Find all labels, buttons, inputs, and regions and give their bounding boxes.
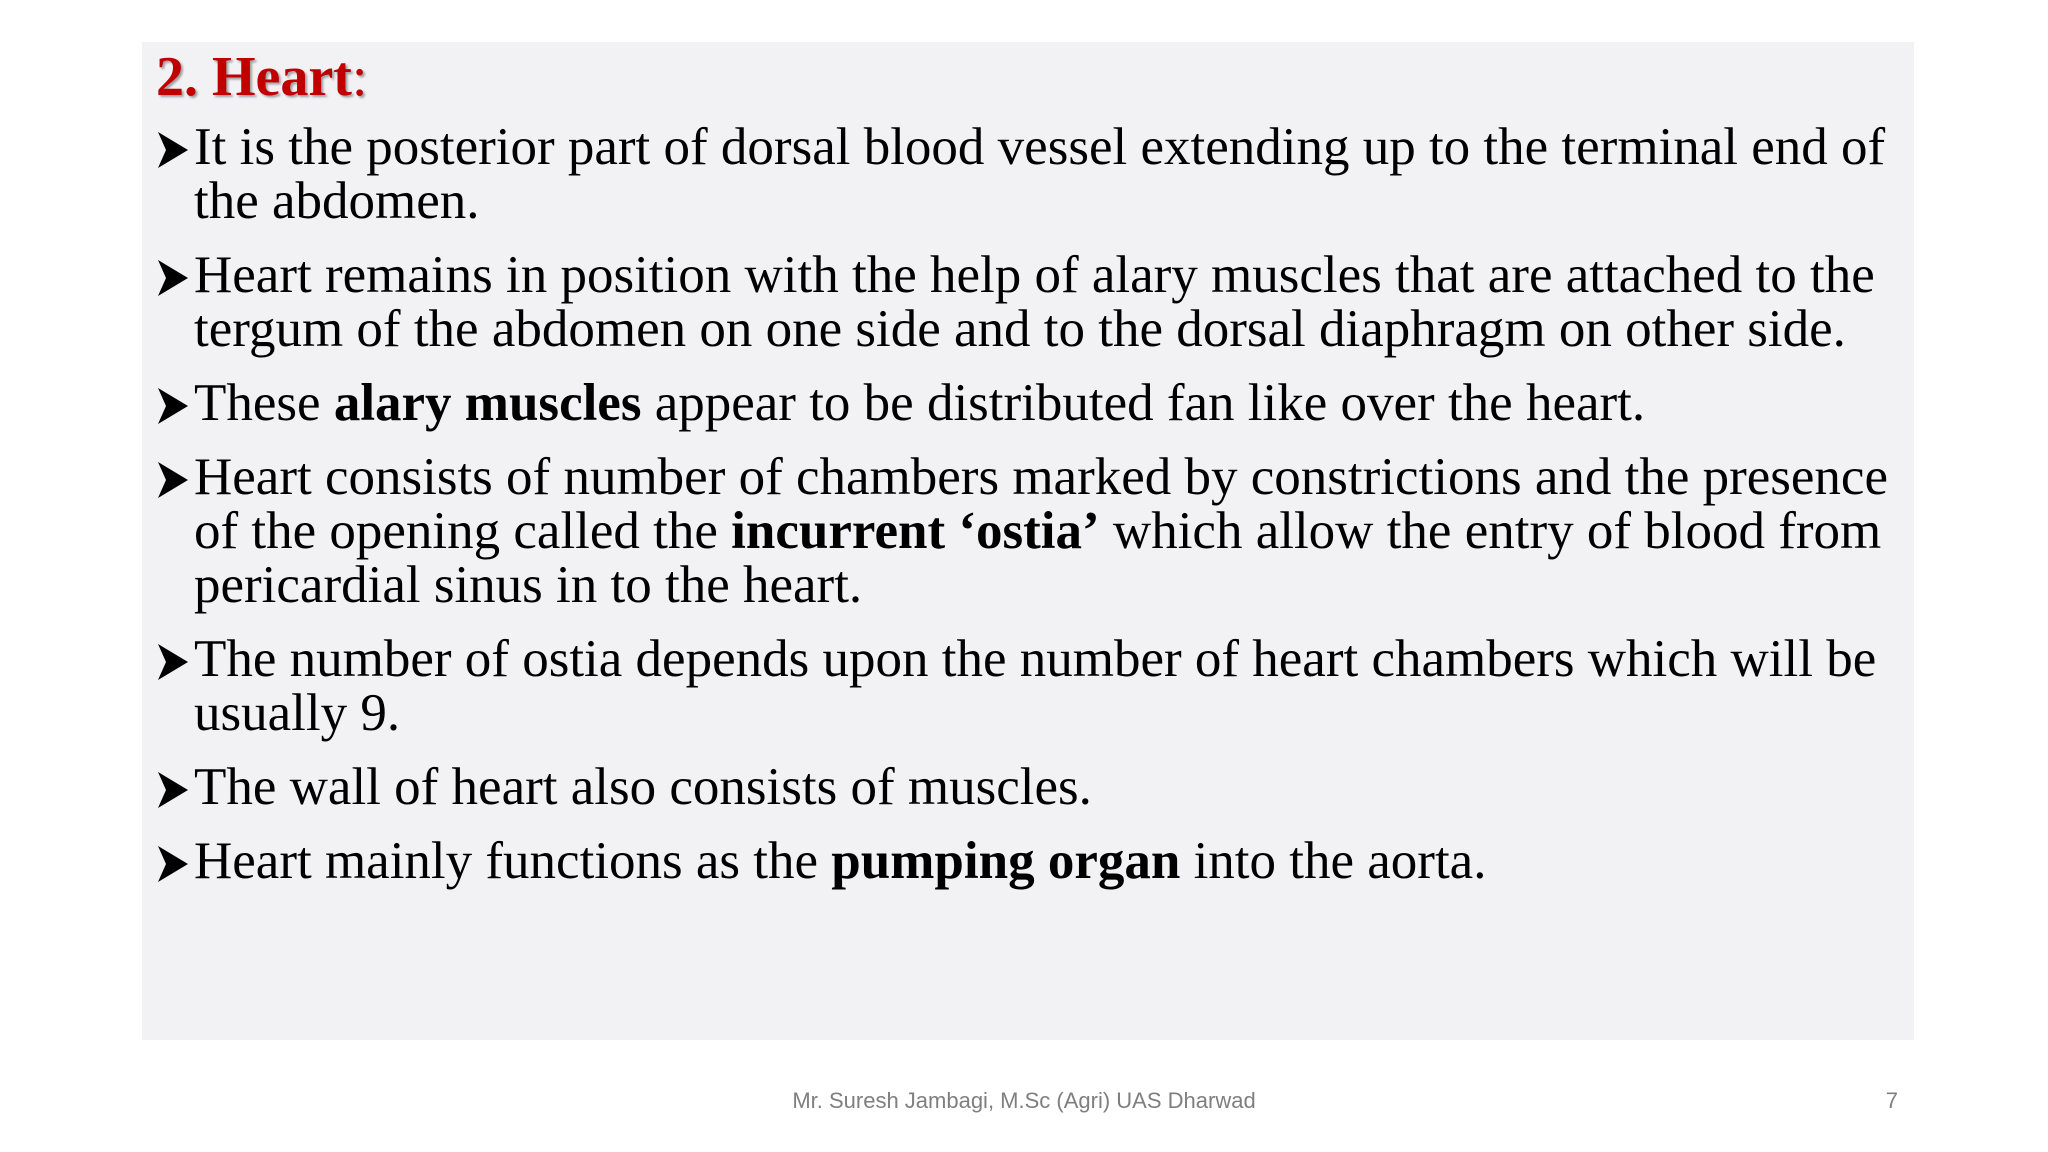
bullet-text: which allow the entry of blood from pericardial sinus in to the heart. xyxy=(194,502,1882,614)
slide-title-text: 2. Heart xyxy=(156,46,352,108)
content-box xyxy=(142,42,1914,1040)
bullet-item xyxy=(156,834,1904,888)
footer-text: Mr. Suresh Jambagi, M.Sc (Agri) UAS Dharwad xyxy=(792,1088,1256,1113)
bullet-text: Heart mainly functions as the xyxy=(194,832,832,890)
bullet-item xyxy=(156,120,1904,228)
bullet-bold-text: alary muscles xyxy=(333,374,642,432)
page-number: 7 xyxy=(1885,1088,1898,1113)
arrow-bullet-icon xyxy=(156,386,190,426)
arrow-bullet-icon xyxy=(156,130,190,170)
bullet-text: It is the posterior part of dorsal blood vessel extending up to the terminal end of the abdomen. xyxy=(194,118,1886,230)
bullet-text: The number of ostia depends upon the number of heart chambers which will be usually 9. xyxy=(194,630,1877,742)
bullet-bold-text: pumping organ xyxy=(831,832,1181,890)
bullet-list xyxy=(156,120,1904,908)
bullet-item xyxy=(156,760,1904,814)
bullet-item xyxy=(156,450,1904,612)
bullet-item xyxy=(156,632,1904,740)
slide-title xyxy=(156,44,367,110)
slide-title-colon: : xyxy=(351,46,368,108)
bullet-item xyxy=(156,248,1904,356)
bullet-text: The wall of heart also consists of muscles. xyxy=(194,758,1092,816)
bullet-text: These xyxy=(194,374,334,432)
arrow-bullet-icon xyxy=(156,258,190,298)
bullet-text: Heart remains in position with the help of alary muscles that are attached to the tergum of the abdomen on one side and to the dorsal diaphragm on other side. xyxy=(194,246,1875,358)
bullet-bold-text: incurrent ‘ostia’ xyxy=(731,502,1100,560)
arrow-bullet-icon xyxy=(156,844,190,884)
bullet-item xyxy=(156,376,1904,430)
bullet-text: into the aorta. xyxy=(1180,832,1487,890)
bullet-text: appear to be distributed fan like over the heart. xyxy=(641,374,1646,432)
arrow-bullet-icon xyxy=(156,770,190,810)
arrow-bullet-icon xyxy=(156,460,190,500)
arrow-bullet-icon xyxy=(156,642,190,682)
bullet-text: Heart consists of number of chambers marked by constrictions and the presence of the opening called the xyxy=(194,448,1888,560)
